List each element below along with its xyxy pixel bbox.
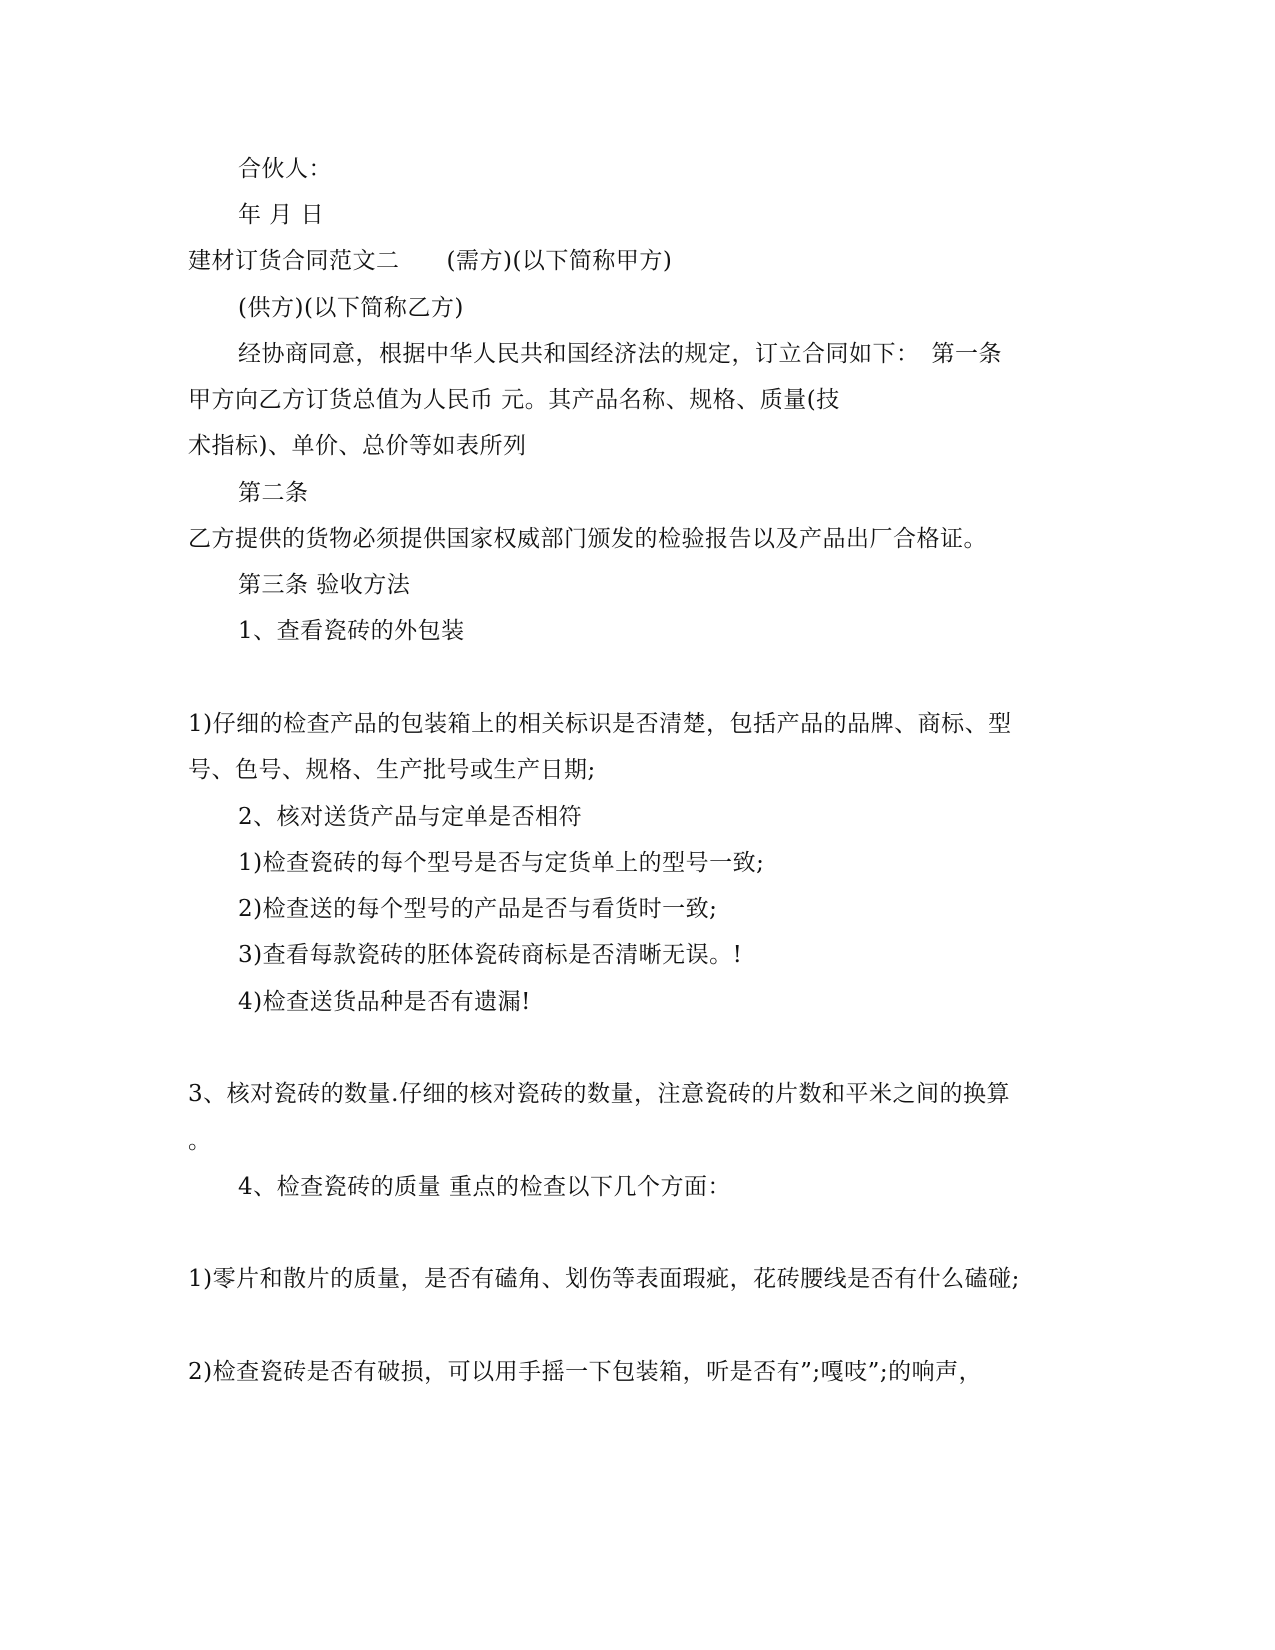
supplier-line: (供方)(以下简称乙方) [238,295,464,321]
item-two-check-3: 3)查看每款瓷砖的胚体瓷砖商标是否清晰无误。! [238,942,743,968]
article-one-text-continued: 术指标)、单价、总价等如表所列 [188,433,527,459]
contract-title-buyer: 建材订货合同范文二 (需方)(以下简称甲方) [188,248,673,274]
article-two-heading: 第二条 [238,480,309,506]
item-three-text: 3、核对瓷砖的数量.仔细的核对瓷砖的数量，注意瓷砖的片数和平米之间的换算 [188,1081,1010,1107]
item-one-heading: 1、查看瓷砖的外包装 [238,618,465,644]
item-four-check-2: 2)检查瓷砖是否有破损，可以用手摇一下包装箱，听是否有”;嘎吱”;的响声， [188,1359,983,1385]
item-two-heading: 2、核对送货产品与定单是否相符 [238,804,583,830]
agreement-paragraph: 经协商同意，根据中华人民共和国经济法的规定，订立合同如下： 第一条 [238,341,1002,367]
partner-signature-line: 合伙人： [238,156,332,182]
item-two-check-4: 4)检查送货品种是否有遗漏! [238,989,531,1015]
item-four-heading: 4、检查瓷砖的质量 重点的检查以下几个方面： [238,1174,731,1200]
item-one-detail: 1)仔细的检查产品的包装箱上的相关标识是否清楚，包括产品的品牌、商标、型 [188,711,1012,737]
article-one-text: 甲方向乙方订货总值为人民币 元。其产品名称、规格、质量(技 [188,387,840,413]
article-three-heading: 第三条 验收方法 [238,572,411,598]
item-one-detail-continued: 号、色号、规格、生产批号或生产日期; [188,757,596,783]
item-two-check-2: 2)检查送的每个型号的产品是否与看货时一致; [238,896,718,922]
date-line: 年 月 日 [238,202,325,228]
item-four-check-1: 1)零片和散片的质量，是否有磕角、划伤等表面瑕疵，花砖腰线是否有什么磕碰; [188,1266,1020,1292]
item-two-check-1: 1)检查瓷砖的每个型号是否与定货单上的型号一致; [238,850,765,876]
article-two-text: 乙方提供的货物必须提供国家权威部门颁发的检验报告以及产品出厂合格证。 [188,526,987,552]
item-three-text-continued: 。 [188,1128,212,1154]
